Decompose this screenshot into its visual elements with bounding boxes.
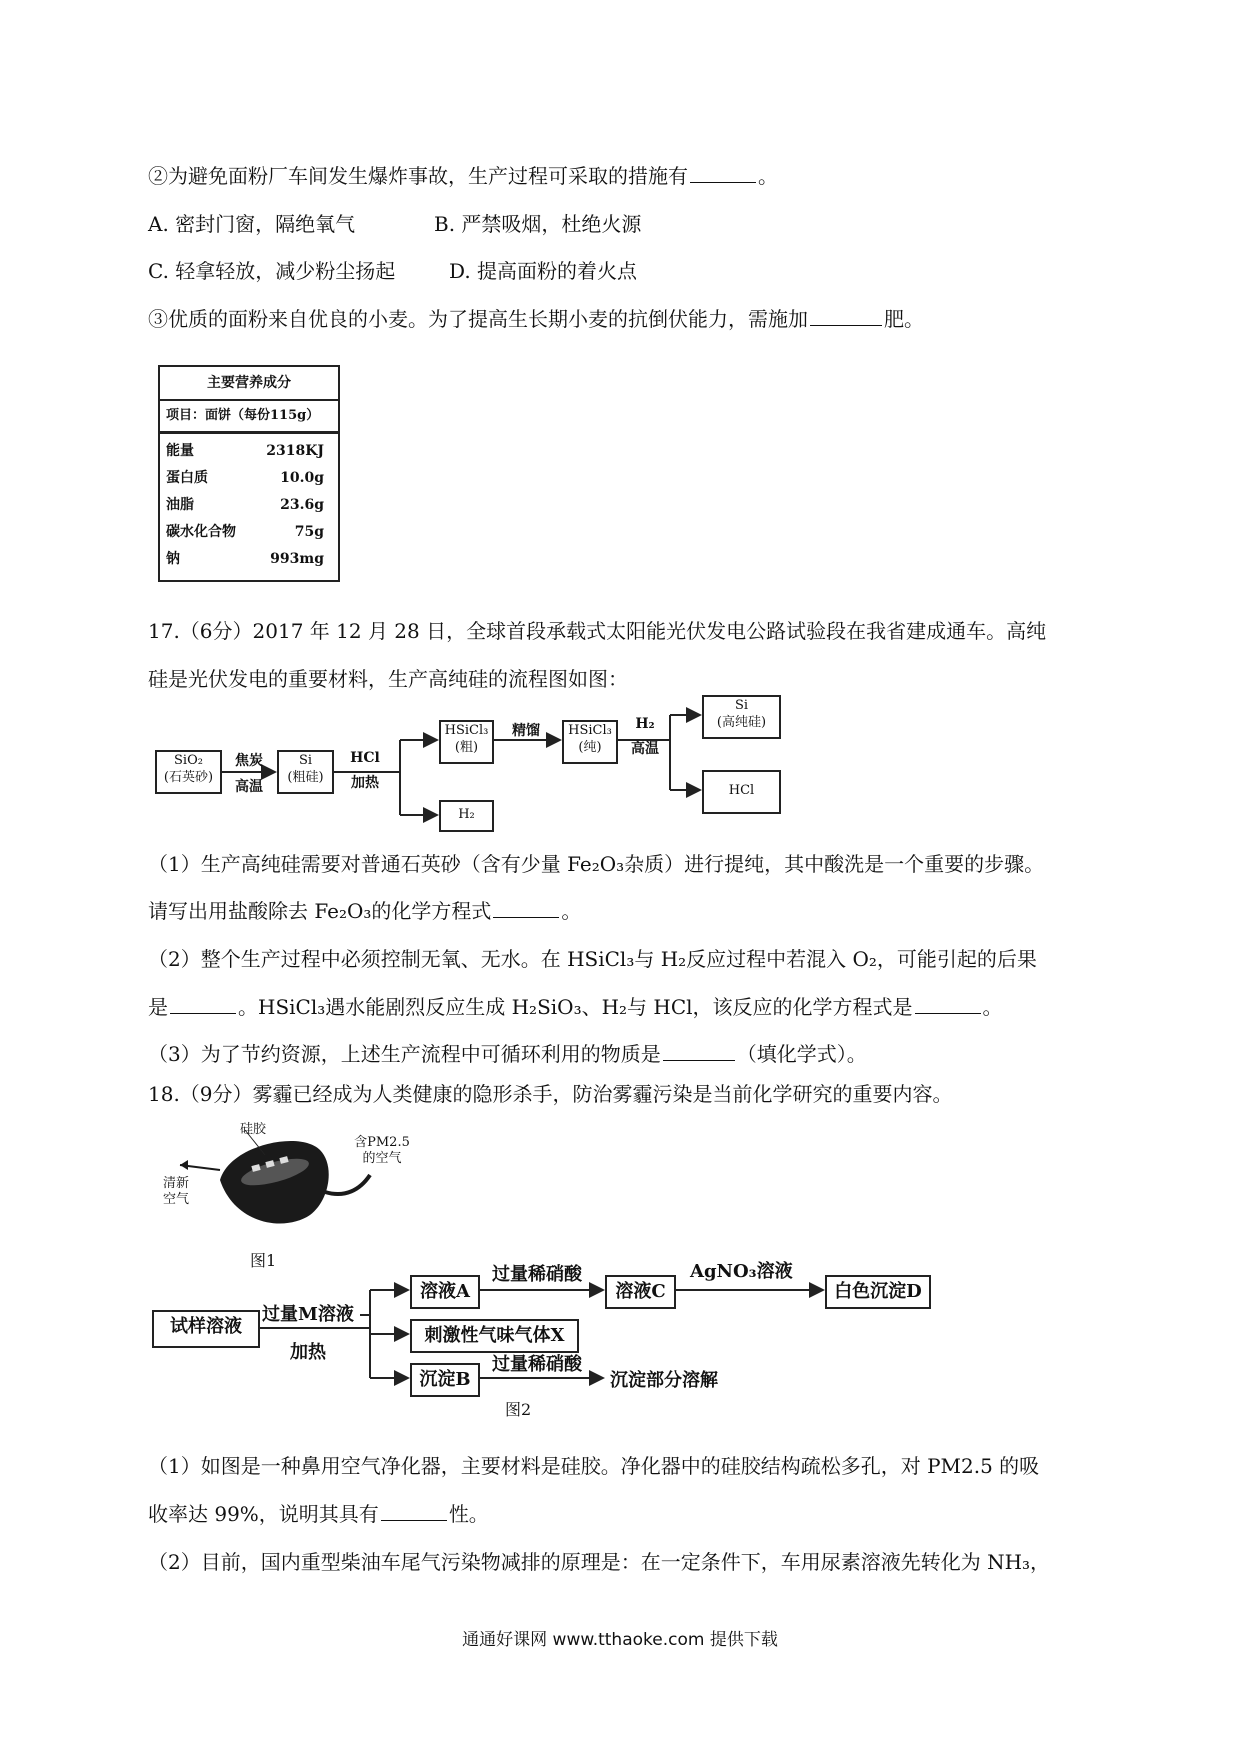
fig2-label-partial-dissolve: 沉淀部分溶解 <box>610 1370 718 1391</box>
fig1-label-pm-air: 含PM2.5的空气 <box>354 1135 410 1166</box>
fig2-label-agno3: AgNO₃溶液 <box>690 1261 793 1282</box>
answer-blank[interactable] <box>381 1502 447 1521</box>
option-a: A. 密封门窗，隔绝氧气 <box>148 212 356 236</box>
answer-blank[interactable] <box>915 995 981 1014</box>
fig2-box-gas-x: 刺激性气味气体X <box>410 1319 579 1353</box>
nutrition-row: 油脂 23.6g <box>166 497 324 513</box>
answer-blank[interactable] <box>663 1042 735 1061</box>
answer-blank[interactable] <box>170 995 236 1014</box>
q17-part2-line2: 是 。HSiCl₃遇水能剧烈反应生成 H₂SiO₃、H₂与 HCl，该反应的化学方程式是 。 <box>148 995 1003 1019</box>
fig2-box-white-precipitate-d: 白色沉淀D <box>825 1275 931 1309</box>
q16-part3: ③优质的面粉来自优良的小麦。为了提高生长期小麦的抗倒伏能力，需施加 肥。 <box>148 307 924 331</box>
nutrition-subtitle: 项目：面饼（每份115g） <box>160 401 338 434</box>
q18-part2-line1: （2）目前，国内重型柴油车尾气污染物减排的原理是：在一定条件下，车用尿素溶液先转化为 NH₃， <box>148 1550 1051 1574</box>
q17-part1-line1: （1）生产高纯硅需要对普通石英砂（含有少量 Fe₂O₃杂质）进行提纯，其中酸洗是一个重要的步骤。 <box>148 852 1045 876</box>
option-b: B. 严禁吸烟，杜绝火源 <box>434 212 642 236</box>
option-d: D. 提高面粉的着火点 <box>449 259 638 283</box>
fig2-box-precipitate-b: 沉淀B <box>410 1363 480 1397</box>
flow-label-h2-high-temp: H₂ 高温 <box>631 716 659 757</box>
fig1-label-silica-gel: 硅胶 <box>240 1122 267 1137</box>
flow-box-hsicl3-crude: HSiCl₃ (粗) <box>439 720 494 764</box>
flow-label-hcl-heat: HCl 加热 <box>350 750 380 791</box>
option-c: C. 轻拿轻放，减少粉尘扬起 <box>148 259 396 283</box>
q18-part1-line1: （1）如图是一种鼻用空气净化器，主要材料是硅胶。净化器中的硅胶结构疏松多孔，对 PM2.5 的吸 <box>148 1454 1040 1478</box>
fig2-box-sample-solution: 试样溶液 <box>152 1310 260 1348</box>
fig2-label-dilute-hno3: 过量稀硝酸 <box>492 1264 582 1285</box>
fig1-caption: 图1 <box>250 1251 277 1270</box>
q17-intro-line2: 硅是光伏发电的重要材料，生产高纯硅的流程图如图： <box>148 667 628 691</box>
nutrition-row: 钠 993mg <box>166 551 324 567</box>
nutrition-row: 能量 2318KJ <box>166 443 324 459</box>
q16-part2: ②为避免面粉厂车间发生爆炸事故，生产过程可采取的措施有 。 <box>148 164 778 188</box>
q17-part2-line1: （2）整个生产过程中必须控制无氧、无水。在 HSiCl₃与 H₂反应过程中若混入 O₂，可能引起的后果 <box>148 947 1037 971</box>
q17-intro-line1: 17.（6分）2017 年 12 月 28 日，全球首段承载式太阳能光伏发电公路试验段在我省建成通车。高纯 <box>148 619 1047 643</box>
fig2-label-dilute-hno3-b: 过量稀硝酸 <box>492 1354 582 1375</box>
flow-box-pure-si: Si (高纯硅) <box>702 695 781 739</box>
flow-label-coke: 焦炭 高温 <box>235 753 263 795</box>
fig2-box-solution-a: 溶液A <box>410 1275 480 1309</box>
answer-blank[interactable] <box>493 899 559 918</box>
fig2-box-solution-c: 溶液C <box>605 1275 676 1309</box>
flow-box-sio2: SiO₂ (石英砂) <box>155 750 222 794</box>
fig2-label-heat: 加热 <box>290 1342 326 1363</box>
fig2-caption: 图2 <box>505 1400 532 1419</box>
flow-box-h2: H₂ <box>439 800 494 832</box>
q18-intro: 18.（9分）雾霾已经成为人类健康的隐形杀手，防治雾霾污染是当前化学研究的重要内容。 <box>148 1082 953 1106</box>
flow-box-hsicl3-pure: HSiCl₃ (纯) <box>562 720 618 764</box>
q17-part1-line2: 请写出用盐酸除去 Fe₂O₃的化学方程式 。 <box>148 899 582 923</box>
nutrition-row: 碳水化合物 75g <box>166 524 324 540</box>
q18-part1-line2: 收率达 99%，说明其具有 性。 <box>148 1502 489 1526</box>
flow-box-crude-si: Si (粗硅) <box>277 750 334 794</box>
q17-part3: （3）为了节约资源，上述生产流程中可循环利用的物质是 （填化学式）。 <box>148 1042 867 1066</box>
nutrition-title: 主要营养成分 <box>160 367 338 401</box>
fig1-label-clean-air: 清新空气 <box>162 1176 189 1207</box>
page-footer: 通通好课网 www.tthaoke.com 提供下载 <box>462 1630 778 1650</box>
nutrition-row: 蛋白质 10.0g <box>166 470 324 486</box>
fig2-label-excess-m: 过量M溶液 <box>262 1304 354 1325</box>
flow-box-hcl: HCl <box>702 770 781 814</box>
flow-label-distill: 精馏 <box>512 723 540 739</box>
